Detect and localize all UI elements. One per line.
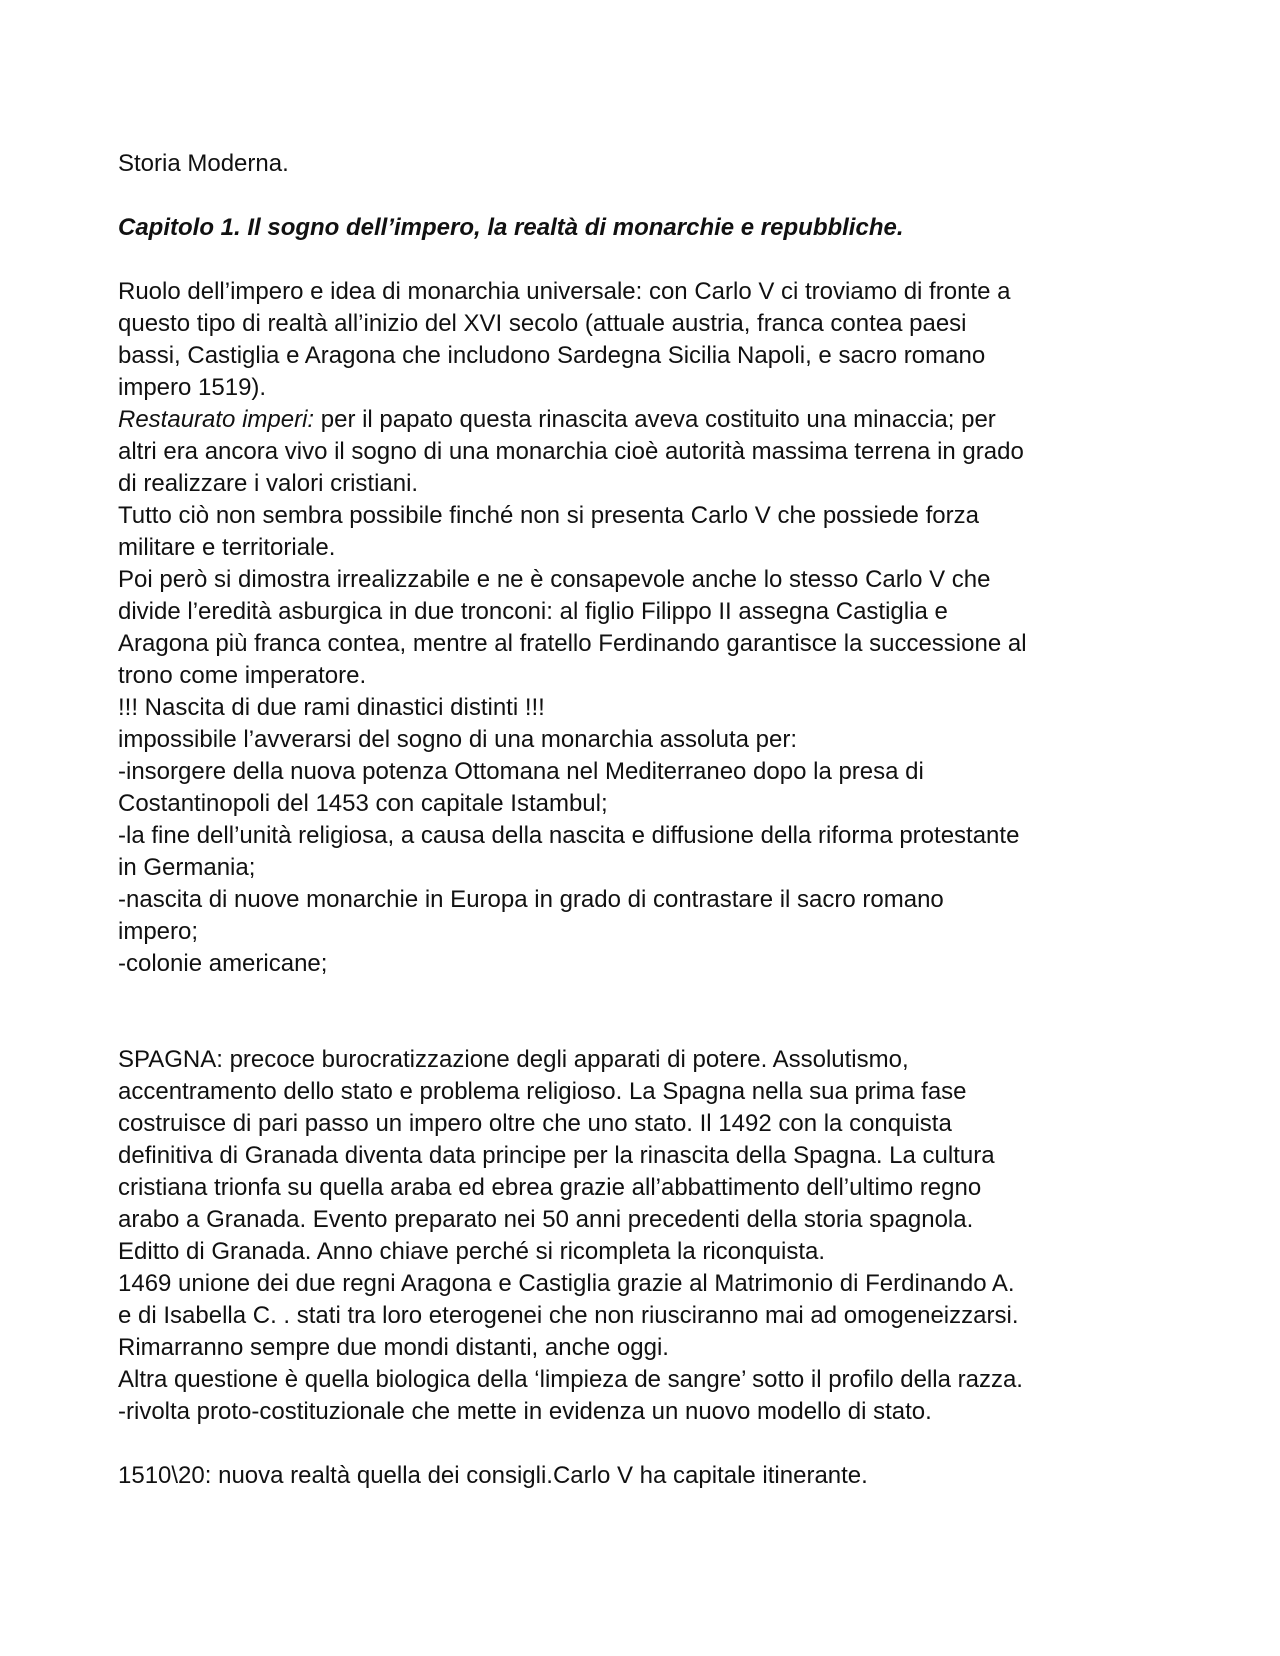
spacer	[118, 1428, 1178, 1460]
document-title: Storia Moderna.	[118, 150, 289, 177]
text-line: divide l’eredità asburgica in due tronconi: al figlio Filippo II assegna Castiglia e	[118, 598, 948, 625]
text-line: Tutto ciò non sembra possibile finché non si presenta Carlo V che possiede forza	[118, 502, 979, 529]
text-line: 1469 unione dei due regni Aragona e Castiglia grazie al Matrimonio di Ferdinando A.	[118, 1270, 1015, 1297]
document-body	[118, 148, 1178, 1492]
text-line: impossibile l’avverarsi del sogno di una monarchia assoluta per:	[118, 726, 798, 753]
text-line: arabo a Granada. Evento preparato nei 50 anni precedenti della storia spagnola.	[118, 1206, 974, 1233]
text-line: altri era ancora vivo il sogno di una monarchia cioè autorità massima terrena in grado	[118, 438, 1024, 465]
spacer	[118, 1012, 1178, 1044]
italic-label: Restaurato imperi:	[118, 406, 315, 433]
text-line: trono come imperatore.	[118, 662, 367, 689]
text-line: 1510\20: nuova realtà quella dei consigli.Carlo V ha capitale itinerante.	[118, 1462, 868, 1489]
text-line: Ruolo dell’impero e idea di monarchia universale: con Carlo V ci troviamo di fronte a	[118, 278, 1011, 305]
text-line: impero 1519).	[118, 374, 267, 401]
text-line: Costantinopoli del 1453 con capitale Istambul;	[118, 790, 608, 817]
spacer	[118, 980, 1178, 1012]
chapter-heading: Capitolo 1. Il sogno dell’impero, la realtà di monarchie e repubbliche.	[118, 214, 904, 241]
list-item: -insorgere della nuova potenza Ottomana nel Mediterraneo dopo la presa di	[118, 758, 924, 785]
text-line: e di Isabella C. . stati tra loro eterogenei che non riusciranno mai ad omogeneizzarsi.	[118, 1302, 1019, 1329]
list-item: -la fine dell’unità religiosa, a causa della nascita e diffusione della riforma protestante	[118, 822, 1020, 849]
text-line: bassi, Castiglia e Aragona che includono Sardegna Sicilia Napoli, e sacro romano	[118, 342, 986, 369]
spacer	[118, 244, 1178, 276]
text-line: cristiana trionfa su quella araba ed ebrea grazie all’abbattimento dell’ultimo regno	[118, 1174, 982, 1201]
spacer	[118, 180, 1178, 212]
text-line	[118, 404, 1178, 436]
text-line: SPAGNA: precoce burocratizzazione degli apparati di potere. Assolutismo,	[118, 1046, 909, 1073]
text-line: Altra questione è quella biologica della ‘limpieza de sangre’ sotto il profilo della razza.	[118, 1366, 1023, 1393]
list-item: -rivolta proto-costituzionale che mette in evidenza un nuovo modello di stato.	[118, 1398, 932, 1425]
text-line: Rimarranno sempre due mondi distanti, anche oggi.	[118, 1334, 669, 1361]
list-item: -colonie americane;	[118, 950, 328, 977]
text-segment: per il papato questa rinascita aveva costituito una minaccia; per	[314, 406, 996, 433]
text-line: Poi però si dimostra irrealizzabile e ne è consapevole anche lo stesso Carlo V che	[118, 566, 991, 593]
text-line: costruisce di pari passo un impero oltre che uno stato. Il 1492 con la conquista	[118, 1110, 952, 1137]
list-item: -nascita di nuove monarchie in Europa in grado di contrastare il sacro romano	[118, 886, 944, 913]
text-line: in Germania;	[118, 854, 256, 881]
text-line: accentramento dello stato e problema religioso. La Spagna nella sua prima fase	[118, 1078, 967, 1105]
text-line: !!! Nascita di due rami dinastici distinti !!!	[118, 694, 545, 721]
text-line: Aragona più franca contea, mentre al fratello Ferdinando garantisce la successione al	[118, 630, 1027, 657]
text-line: di realizzare i valori cristiani.	[118, 470, 419, 497]
text-line: definitiva di Granada diventa data principe per la rinascita della Spagna. La cultura	[118, 1142, 995, 1169]
text-line: militare e territoriale.	[118, 534, 336, 561]
text-line: impero;	[118, 918, 199, 945]
text-line: Editto di Granada. Anno chiave perché si ricompleta la riconquista.	[118, 1238, 826, 1265]
text-line: questo tipo di realtà all’inizio del XVI secolo (attuale austria, franca contea paesi	[118, 310, 967, 337]
